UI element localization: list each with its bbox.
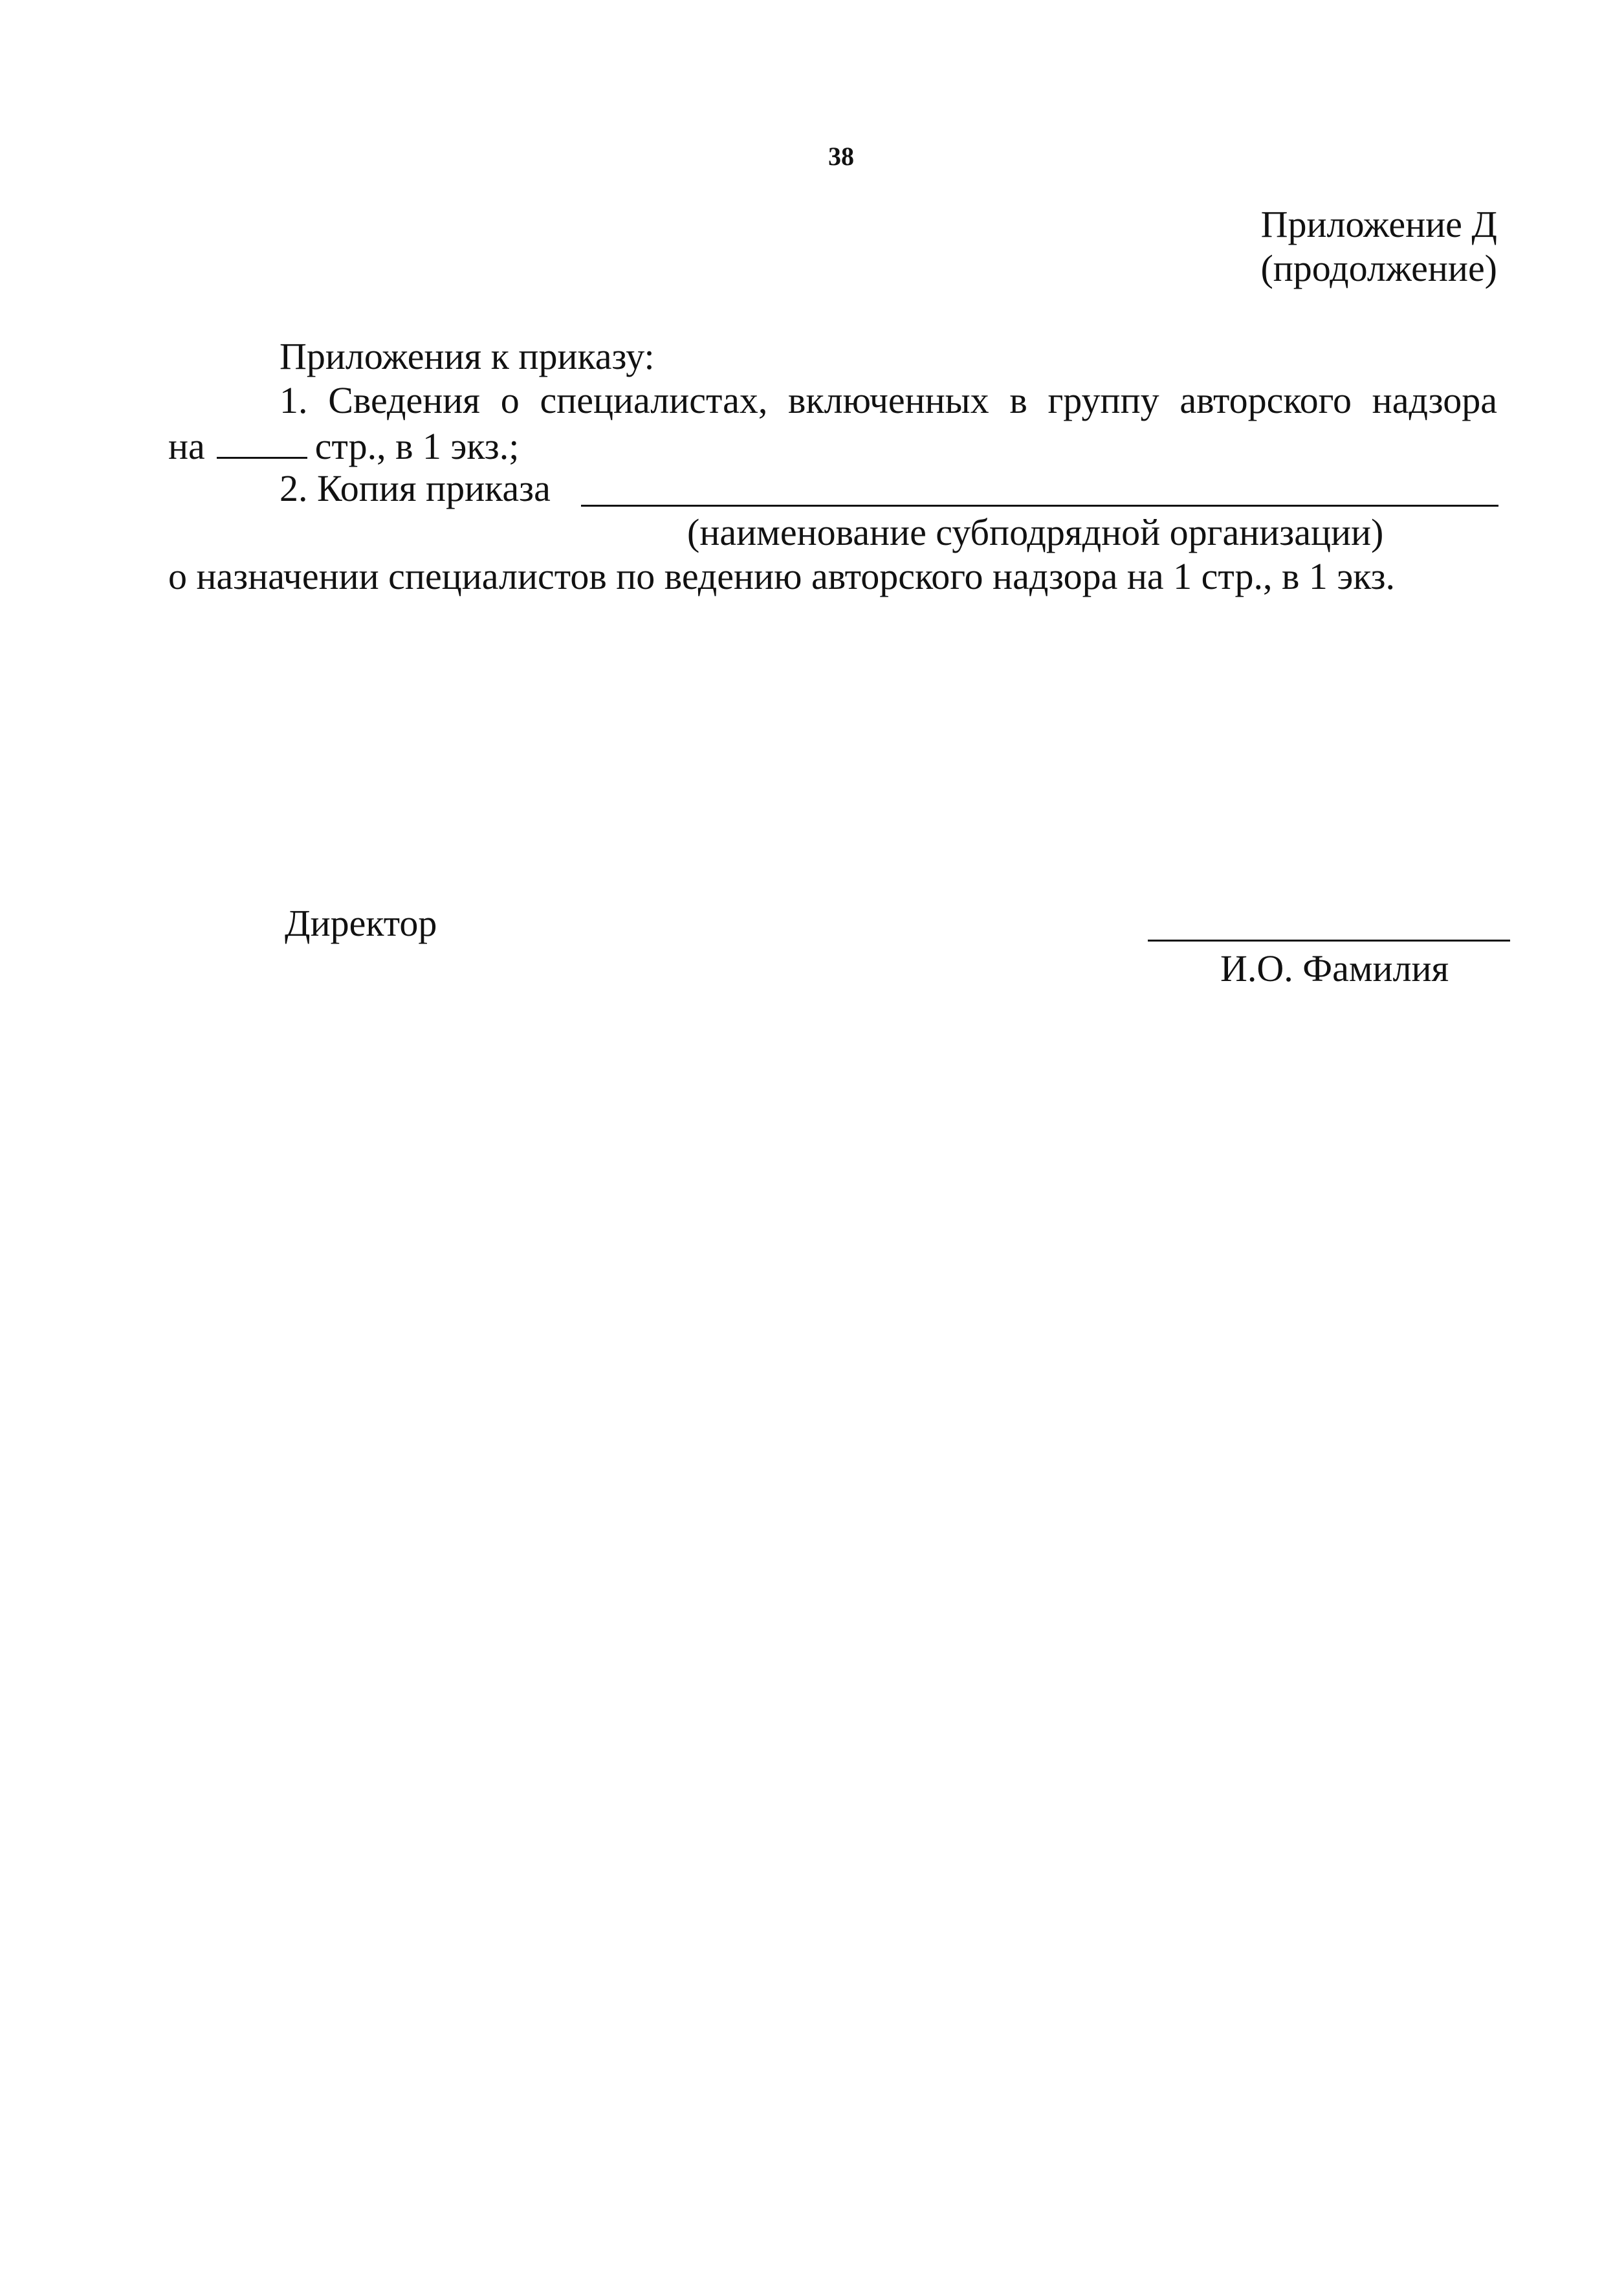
signer-position: Директор [285,902,437,944]
attachment-item-2-continuation: о назначении специалистов по ведению авторского надзора на 1 стр., в 1 экз. [168,555,1396,597]
signature-line [1148,940,1510,942]
signer-name: И.О. Фамилия [1220,947,1449,989]
item1-suffix: стр., в 1 экз.; [314,425,520,467]
page-number: 38 [828,142,854,171]
attachment-item-1-continuation [168,426,519,465]
attachments-heading: Приложения к приказу: [280,335,655,377]
pages-count-blank [217,426,307,459]
organization-name-blank [581,505,1498,507]
appendix-title: Приложение Д [1260,203,1497,245]
organization-name-caption: (наименование субподрядной организации) [687,511,1384,553]
item1-prefix: на [168,425,205,467]
appendix-subtitle: (продолжение) [1260,247,1497,289]
attachment-item-2: 2. Копия приказа [280,467,551,509]
attachment-item-1: 1. Сведения о специалистах, включенных в группу авторского надзора [280,379,1497,421]
